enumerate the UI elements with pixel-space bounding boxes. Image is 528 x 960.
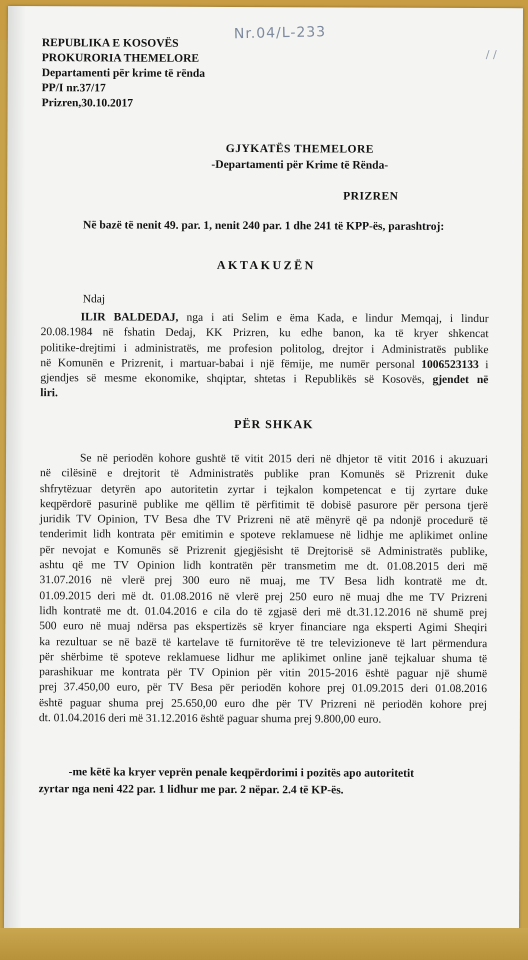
handwritten-reference: Nr.04/L-233	[233, 24, 327, 43]
accused-line: liri.	[40, 387, 58, 400]
letterhead-office: PROKURORIA THEMELORE	[41, 52, 200, 65]
charge-line: lidh kontratë me dt. 01.04.2016 e cila do të zgjasë deri më dt.31.12.2016 në shumë prej	[39, 605, 488, 620]
charge-line: 31.07.2016 në vlerë prej 300 euro në muaj, me TV Besa lidh kontratë me dt.	[39, 574, 488, 589]
accused-line: politike-drejtimi i administratës, me profesion politolog, drejtor i Administratës publike	[40, 341, 489, 356]
charge-line: tenderimit lidh kontrata për emitimin e spoteve reklamuese në lidhje me aplikimet online	[39, 528, 488, 543]
court-department: -Departamenti për Krime të Rënda-	[211, 158, 389, 172]
charge-line: për nevojat e Komunës së Prizrenit gjegjësisht të Drejtorisë së Administratës publike,	[39, 543, 488, 558]
charge-line: është paguar shuma prej 25.650,00 euro dhe për TV Prizreni në periodën kohore prej	[38, 696, 487, 711]
closing-paragraph	[39, 764, 489, 800]
charge-line: Se në periodën kohore gushtë të vitit 2015 deri në dhjetor të vitit 2016 i akuzuari	[80, 452, 489, 467]
accused-line: 20.08.1984 në fshatin Dedaj, KK Prizren, ku edhe banon, ka të kryer shkencat	[40, 326, 489, 341]
charge-line: ka rezultuar se në bazë të kartelave të furnitorëve të tre televizioneve të lart përmendura	[39, 635, 488, 650]
legal-basis: Në bazë të nenit 49. par. 1, nenit 240 par. 1 dhe 241 të KPP-ës, parashtroj:	[83, 219, 445, 233]
letterhead-country: REPUBLIKA E KOSOVËS	[41, 37, 179, 50]
accused-line: në Komunën e Prizrenit, i martuar-babai i një fëmije, me numër personal 1006523133 i	[40, 357, 489, 371]
addressee	[7, 140, 522, 174]
charge-line: shfrytëzuar detyrën apo autoritetin zyrtar i tejkalon kompetencat e tij zyrtare duke	[39, 482, 488, 497]
closing-line: zyrtar nga neni 422 par. 1 lidhur me par. 2 nëpar. 2.4 të KP-ës.	[38, 783, 344, 797]
charge-line: 500 euro në muaj ndërsa pas ekspertizës së kryer financiare nga eksperti Agimi Sheqiri	[39, 620, 488, 635]
court-name: GJYKATËS THEMELORE	[225, 142, 374, 156]
charge-paragraph	[39, 451, 488, 728]
charge-line: parashikuar me kontrata për TV Opinion për vitin 2015-2016 është paguar një shumë	[39, 666, 488, 681]
document-title: AKTAKUZËN	[216, 257, 316, 273]
accused-paragraph	[40, 310, 488, 404]
charge-line: dt. 01.04.2016 deri më 31.12.2016 është paguar shuma prej 9.800,00 euro.	[38, 712, 382, 726]
charge-line: ashtu që me TV Opinion lidh kontratën për transmetim me dt. 01.08.2015 deri më	[39, 559, 488, 574]
closing-line: -me këtë ka kryer veprën penale keqpërdorimi i pozitës apo autoritetit	[68, 766, 415, 780]
accused-line: ILIR BALDEDAJ, nga i ati Selim e ëma Kada, e lindur Memqaj, i lindur	[80, 311, 489, 326]
handwritten-mark: / /	[485, 48, 497, 62]
accused-line: gjendjes së mesme ekonomike, shqiptar, shtetas i Republikës së Kosovës, gjendet në	[40, 372, 489, 387]
letterhead-department: Departamenti për krime të rënda	[41, 67, 206, 80]
personal-number: 1006523133	[421, 358, 479, 371]
charge-line: për shërbime të spoteve reklamuese lidhur me aplikimet online janë tejkaluar shuma të	[39, 651, 488, 665]
custody-status: gjendet në	[432, 374, 489, 387]
charge-line: prej 37.450,00 euro, për TV Besa për periodën kohore prej 01.09.2015 deri 01.08.2016	[39, 681, 488, 696]
charge-line: në cilësinë e drejtorit të Administratës publike pran Komunës së Prizrenit duke	[39, 467, 488, 482]
charge-line: juridik TV Opinion, TV Besa dhe TV Prizreni në atë mënyrë që pa ndonjë procedurë të	[39, 513, 488, 528]
accused-name: ILIR BALDEDAJ,	[80, 311, 179, 324]
place-date: Prizren,30.10.2017	[41, 97, 134, 110]
desk-edge	[0, 928, 528, 960]
charge-line: keqpërdorë pasurinë publike me qëllim të përfitimit të dobisë pasurore për persona tjerë	[39, 498, 488, 512]
section-title: PËR SHKAK	[234, 416, 314, 432]
charge-line: 01.09.2015 deri më dt. 01.08.2016 në vlerë prej 250 euro në muaj dhe me TV Prizreni	[39, 589, 488, 604]
court-city: PRIZREN	[343, 190, 399, 203]
against-label: Ndaj	[82, 293, 106, 306]
case-number: PP/I nr.37/17	[41, 82, 106, 95]
document-page	[4, 6, 523, 958]
letterhead	[42, 36, 206, 112]
